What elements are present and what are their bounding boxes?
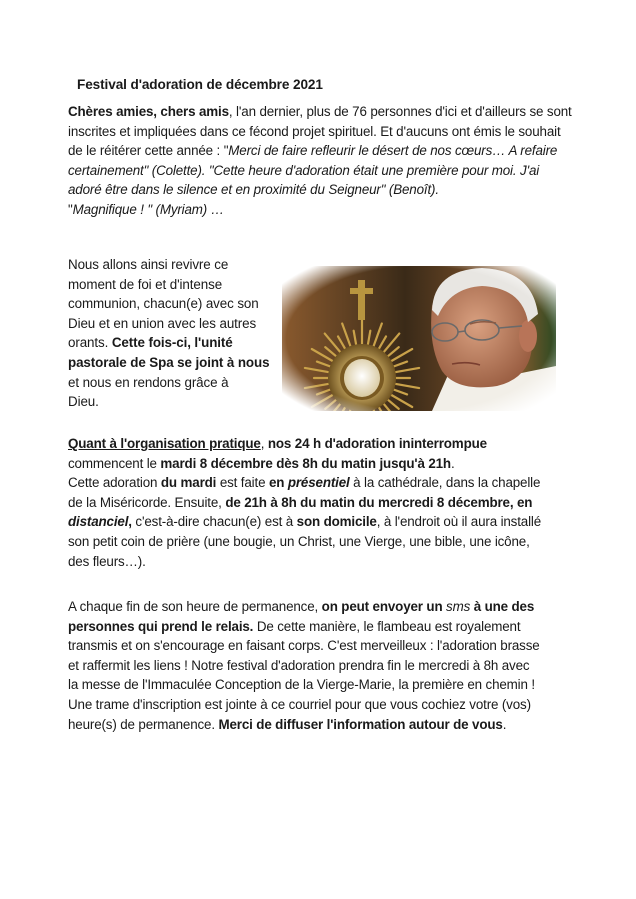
adoration-photo xyxy=(282,266,556,411)
text-run: personnes qui prend le relais. xyxy=(68,618,254,634)
text-line xyxy=(68,255,269,275)
text-run: la messe de l'Immaculée Conception de la Vierge-Marie, la première en chemin ! xyxy=(68,677,535,693)
text-run: certainement xyxy=(68,162,144,178)
monstrance-host xyxy=(344,359,380,397)
text-run: distanciel xyxy=(68,514,129,530)
text-line xyxy=(68,392,269,412)
text-line xyxy=(68,373,269,393)
text-run: " (Colette). " xyxy=(143,162,214,178)
text-line xyxy=(68,434,541,454)
text-run: c'est-à-dire chacun(e) est à xyxy=(131,514,297,530)
text-run: Cette fois-ci, l'unité xyxy=(111,335,233,351)
text-run: de le réitérer cette année : " xyxy=(68,143,229,159)
text-line xyxy=(68,314,269,334)
text-run: Magnifique ! xyxy=(72,201,148,217)
text-line xyxy=(68,102,572,122)
text-line xyxy=(68,161,572,181)
text-run: de la Miséricorde. Ensuite, xyxy=(68,494,226,510)
text-run: pastorale de Spa se joint à nous xyxy=(68,354,270,370)
text-line xyxy=(68,294,269,314)
text-run: Une trame d'inscription est jointe à ce courriel pour que vous cochiez votre (vos) xyxy=(68,696,531,712)
text-line xyxy=(68,675,540,695)
text-line xyxy=(68,141,572,161)
monstrance-cross-horizontal xyxy=(350,288,373,294)
text-run: , xyxy=(128,514,132,530)
text-run: De cette manière, le flambeau est royalement xyxy=(253,618,521,634)
text-run: adoré être dans le silence et en proximité du Seigneur xyxy=(68,182,381,198)
text-line xyxy=(68,636,540,656)
text-run: Nous allons ainsi revivre ce xyxy=(68,257,229,272)
text-run: transmis et on s'encourage en faisant corps. C'est merveilleux : l'adoration brasse xyxy=(68,638,540,654)
text-run: Merci de diffuser l'information autour de vous xyxy=(218,716,503,732)
text-run: commencent le xyxy=(68,455,161,471)
text-run: est faite xyxy=(216,475,269,491)
text-run: Dieu et en union avec les autres xyxy=(68,315,257,331)
text-run: du mardi xyxy=(160,475,217,491)
text-run: et raffermit les liens ! Notre festival d'adoration prendra fin le mercredi à 8h avec xyxy=(68,657,530,673)
text-line xyxy=(68,715,540,735)
text-run: à une des xyxy=(470,599,535,614)
text-line xyxy=(68,493,541,513)
paragraph-revivre xyxy=(68,255,269,412)
text-run: . xyxy=(450,455,455,471)
text-run: " (Myriam) … xyxy=(147,201,224,217)
text-run: Quant à l'organisation pratique xyxy=(68,436,261,451)
text-run: son domicile xyxy=(296,514,377,530)
text-run: et nous en rendons grâce à xyxy=(68,374,229,390)
text-line xyxy=(68,695,540,715)
text-run: " (Benoît). xyxy=(380,182,439,198)
text-run: communion, chacun(e) avec son xyxy=(68,296,259,312)
text-line xyxy=(68,473,541,493)
text-line xyxy=(68,454,541,474)
text-run: mardi 8 décembre dès 8h du matin jusqu'à 21h xyxy=(160,455,451,471)
text-run: " xyxy=(68,201,73,217)
text-line xyxy=(68,512,541,532)
text-run: à la cathédrale, dans la chapelle xyxy=(349,475,541,491)
paragraph-organisation xyxy=(68,434,541,571)
text-run: de 21h à 8h du matin du mercredi 8 décembre, en xyxy=(225,494,533,510)
text-line xyxy=(68,200,572,220)
text-line xyxy=(68,532,541,552)
text-run: Dieu. xyxy=(68,394,99,410)
text-line xyxy=(68,656,540,676)
paragraph-intro xyxy=(68,102,572,220)
text-run: Chères amies, chers amis xyxy=(68,104,229,119)
text-run: , l'an dernier, plus de 76 personnes d'ici et d'ailleurs se sont xyxy=(228,104,572,119)
text-line xyxy=(68,353,269,373)
text-line xyxy=(68,552,541,572)
text-run: on peut envoyer un xyxy=(321,599,447,614)
text-run: A chaque fin de son heure de permanence, xyxy=(68,599,322,614)
text-run: , à l'endroit où il aura installé xyxy=(376,514,542,530)
ear xyxy=(519,320,537,352)
text-run: en xyxy=(268,475,288,491)
text-run: nos 24 h d'adoration ininterrompue xyxy=(267,436,487,451)
text-run: Cette adoration xyxy=(68,475,161,491)
text-run: des fleurs…). xyxy=(68,553,146,569)
text-run: son petit coin de prière (une bougie, un Christ, une Vierge, une bible, une icône, xyxy=(68,533,530,549)
text-run: inscrites et impliquées dans ce fécond projet spirituel. Et d'aucuns ont émis le souhait xyxy=(68,123,561,139)
text-line xyxy=(68,597,540,617)
text-line xyxy=(68,617,540,637)
text-line xyxy=(68,333,269,353)
text-run: orants. xyxy=(68,335,112,351)
monstrance-cross-vertical xyxy=(358,280,365,320)
text-line xyxy=(68,122,572,142)
text-run: sms xyxy=(446,599,471,614)
text-run: , xyxy=(260,436,268,451)
text-run: heure(s) de permanence. xyxy=(68,716,219,732)
paragraph-relais xyxy=(68,597,540,734)
text-run: présentiel xyxy=(287,475,350,491)
text-run: Merci de faire refleurir le désert de nos cœurs… A refaire xyxy=(228,143,558,159)
text-run: . xyxy=(502,716,507,732)
text-run: Cette heure d'adoration était une première pour moi. J'ai xyxy=(213,162,540,178)
text-run: moment de foi et d'intense xyxy=(68,276,223,292)
document-title: Festival d'adoration de décembre 2021 xyxy=(77,77,323,92)
text-line xyxy=(68,275,269,295)
text-line xyxy=(68,180,572,200)
pope-monstrance-image xyxy=(282,266,556,411)
